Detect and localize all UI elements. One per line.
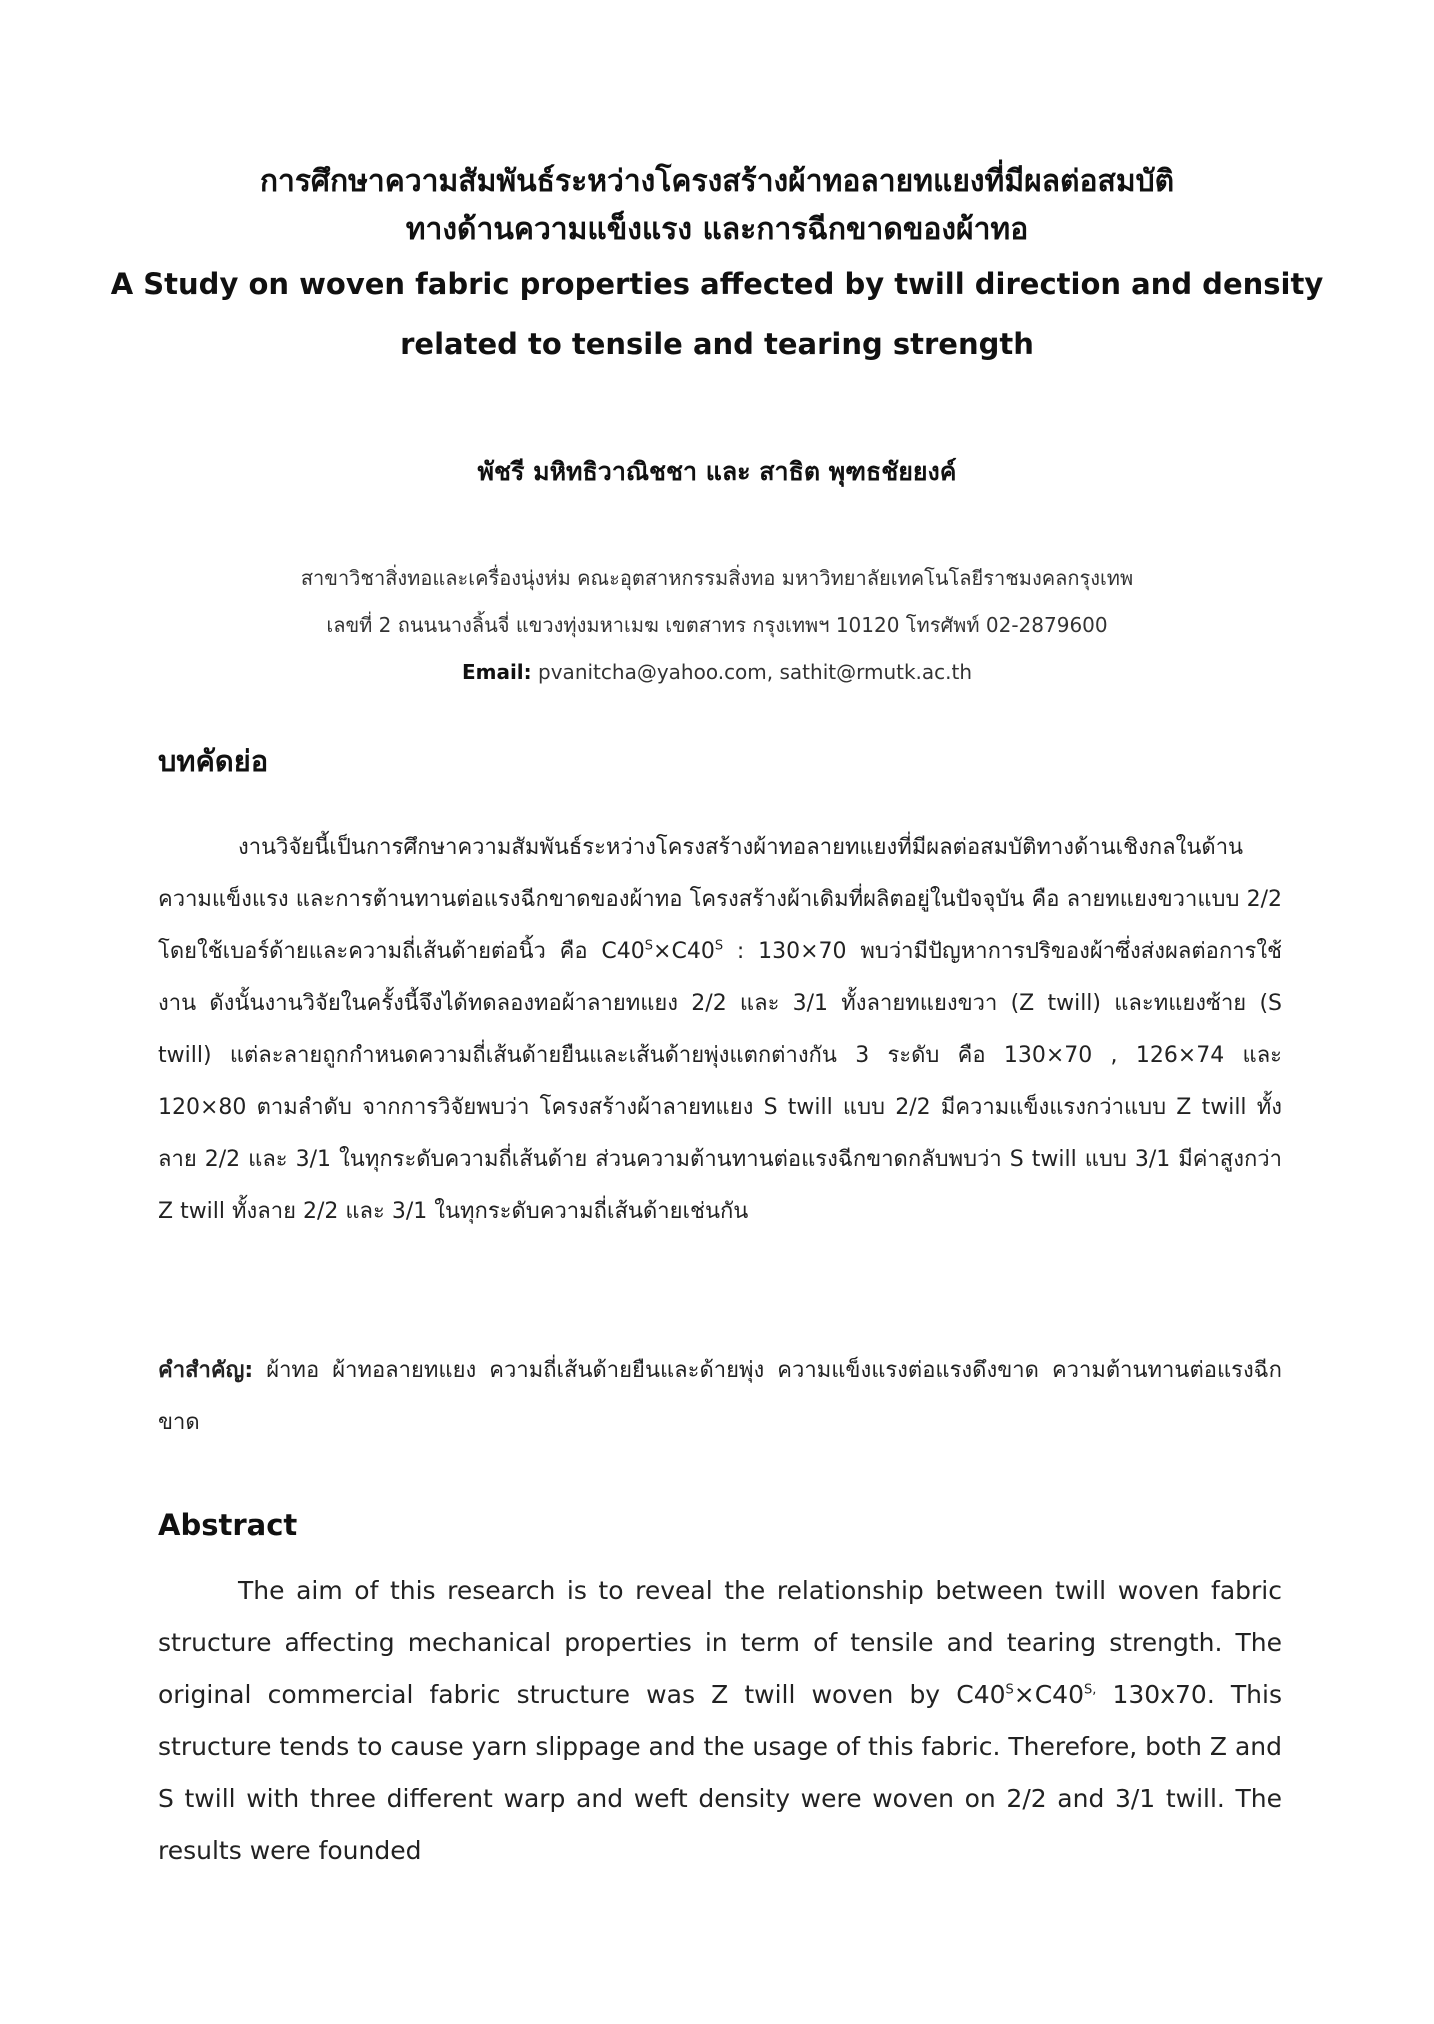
abstract-english-text	[158, 1565, 1282, 1877]
affiliation-line-2: เลขที่ 2 ถนนนางลิ้นจี่ แขวงทุ่งมหาเมฆ เขตสาทร กรุงเทพฯ 10120 โทรศัพท์ 02-2879600	[326, 613, 1108, 637]
abstract-english-heading: Abstract	[158, 1508, 298, 1542]
abstract-thai-text	[158, 822, 1282, 1238]
keywords-text: ผ้าทอ ผ้าทอลายทแยง ความถี่เส้นด้ายยืนและด้ายพุ่ง ความแข็งแรงต่อแรงดึงขาด ความต้านทานต่อแรงฉีกขาด	[158, 1358, 1282, 1435]
abstract-english-part-2: ×C40	[1013, 1680, 1084, 1709]
superscript-s: S	[1005, 1682, 1014, 1698]
abstract-thai-part-1: งานวิจัยนี้เป็นการศึกษาความสัมพันธ์ระหว่างโครงสร้างผ้าทอลายทแยงที่มีผลต่อสมบัติทางด้านเชิงกลในด้านความแข็งแรง และการต้านทานต่อแรงฉีกขาดของผ้าทอ โครงสร้างผ้าเดิมที่ผลิตอยู่ในปัจจุบัน คือ ลายทแยงขวาแบบ 2/2 โดยใช้เบอร์ด้ายและความถี่เส้นด้ายต่อนิ้ว คือ C40	[158, 835, 1282, 964]
superscript-s: S	[714, 938, 724, 954]
keywords-label: คำสำคัญ:	[158, 1358, 254, 1383]
superscript-s: S,	[1083, 1682, 1097, 1698]
email-addresses: pvanitcha@yahoo.com, sathit@rmutk.ac.th	[531, 660, 973, 684]
abstract-thai-part-3: : 130×70 พบว่ามีปัญหาการปริของผ้าซึ่งส่งผลต่อการใช้งาน ดังนั้นงานวิจัยในครั้งนี้จึงได้ทดลองทอผ้าลายทแยง 2/2 และ 3/1 ทั้งลายทแยงขวา (Z twill) และทแยงซ้าย (S twill) แต่ละลายถูกกำหนดความถี่เส้นด้ายยืนและเส้นด้ายพุ่งแตกต่างกัน 3 ระดับ คือ 130×70 , 126×74 และ 120×80 ตามลำดับ จากการวิจัยพบว่า โครงสร้างผ้าลายทแยง S twill แบบ 2/2 มีความแข็งแรงกว่าแบบ Z twill ทั้งลาย 2/2 และ 3/1 ในทุกระดับความถี่เส้นด้าย ส่วนความต้านทานต่อแรงฉีกขาดกลับพบว่า S twill แบบ 3/1 มีค่าสูงกว่า Z twill ทั้งลาย 2/2 และ 3/1 ในทุกระดับความถี่เส้นด้ายเช่นกัน	[158, 939, 1282, 1224]
title-thai-line-2: ทางด้านความแข็งแรง และการฉีกขาดของผ้าทอ	[405, 212, 1029, 247]
title-english-line-2: related to tensile and tearing strength	[400, 327, 1034, 361]
affiliation-line-1: สาขาวิชาสิ่งทอและเครื่องนุ่งห่ม คณะอุตสาหกรรมสิ่งทอ มหาวิทยาลัยเทคโนโลยีราชมงคลกรุงเทพ	[300, 566, 1134, 590]
title-thai-line-1: การศึกษาความสัมพันธ์ระหว่างโครงสร้างผ้าทอลายทแยงที่มีผลต่อสมบัติ	[259, 164, 1175, 199]
abstract-thai-part-2: ×C40	[653, 939, 715, 964]
abstract-thai-heading: บทคัดย่อ	[158, 744, 269, 778]
email-line	[100, 649, 1334, 696]
abstract-english-part-3: 130x70. This structure tends to cause yarn slippage and the usage of this fabric. Therefore, both Z and S twill with three different warp and weft density were woven on 2/2 and 3/1 twill. The results were founded	[158, 1680, 1282, 1865]
title-block	[100, 158, 1334, 374]
affiliation	[100, 555, 1334, 696]
abstract-english-part-1: The aim of this research is to reveal the relationship between twill woven fabric structure affecting mechanical properties in term of tensile and tearing strength. The original commercial fabric structure was Z twill woven by C40	[158, 1576, 1282, 1709]
email-label: Email:	[461, 660, 532, 684]
superscript-s: S	[644, 938, 654, 954]
keywords	[158, 1345, 1282, 1449]
authors: พัชรี มหิทธิวาณิชชา และ สาธิต พุฑธชัยยงค์	[477, 457, 957, 486]
title-english-line-1: A Study on woven fabric properties affected by twill direction and density	[110, 267, 1324, 301]
